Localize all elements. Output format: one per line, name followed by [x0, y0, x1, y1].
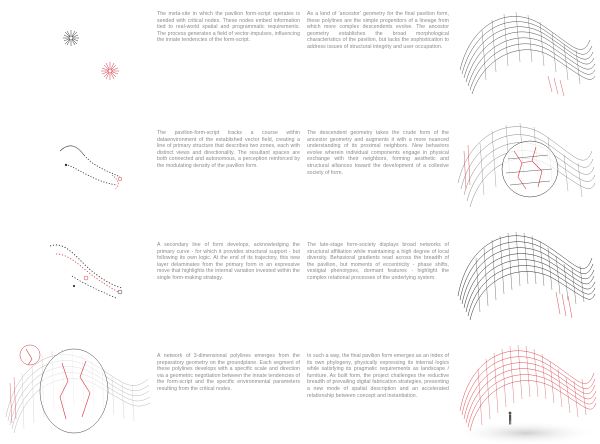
polyline-network-diagram: [2, 333, 152, 444]
panel-1-left-text: The meta-site in which the pavilion form-script operates is seeded with critical nodes. These nodes embed information tied to real-world spatial and programmatic requirements. The process generates a field of vector-impulses, influencing the innate tendencies of the form-script.: [157, 11, 300, 44]
panel-row-1: [0, 0, 600, 111]
form-society-render: [452, 222, 598, 333]
descendent-geometry-render: [452, 111, 598, 222]
panel-3-left-text: A secondary line of form develops, acknowledging the primary curve - for which it provides structural support - but following its own logic. At the end of its trajectory, this new layer delaminates from the primary form in an expressive move that highlights the internal variation invested within the single form-making strategy.: [157, 242, 300, 281]
panel-4-left-text: A network of 3-dimensional polylines emerges from the preparatory geometry on the groundplane. Each segment of these polylines develops with a specific scale and direction via a geometric negotiation between the innate tendencies of the form-script and the specific environmental parameters resulting from the critical nodes.: [157, 353, 300, 392]
panel-row-3: [0, 222, 600, 333]
panel-1-right-text: As a kind of 'ancestor' geometry for the final pavilion form, these polylines are the simple progenitors of a lineage from which more complex descendents evolve. The ancestor geometry establishes the broad morphological characteristics of the pavilion, but lacks the sophistication to address issues of structural integrity and user occupation.: [307, 11, 449, 50]
panel-2-left-text: The pavilion-form-script tracks a course within dataenvironment of the established vector field, creating a line of primary structure that describes two zones, each with distinct views and directionality. The resultant spaces are both connected and autonomous, a perception reinforced by the modulating density of the pavilion form.: [157, 130, 300, 169]
panel-2-right-text: The descendent geometry takes the crude form of the ancestor geometry and augments it with a more nuanced understanding of its proximal neighbors. New behaviors evolve wherein individual components engage in physical exchange with their neighbors, forming aesthetic and structural alliances toward the development of a collesive society of form.: [307, 130, 449, 176]
panel-3-right-text: The late-stage form-society displays broad networks of structural affiliation while maintaining a high degree of local diversity. Behavioral gradients read across the breadth of the pavilion, but moments of eccentricity - phase shifts, vestigial phenotypes, dormant features - highlight the complex relational processes of the underlying system.: [307, 242, 449, 281]
node-field-diagram: [8, 0, 148, 111]
final-pavilion-render: [452, 333, 598, 444]
primary-curve-diagram: [8, 111, 148, 222]
panel-row-4: [0, 333, 600, 444]
secondary-line-diagram: [8, 222, 148, 333]
panel-4-right-text: In such a way, the final pavilion form emerges as an index of its own phylogeny, physically expressing its internal logics while satisfying its pragmatic requirements as landscape / furniture. As built form, the project challenges the reductive breadth of prevailing digital fabrication strategies, presenting a new mode of spatial description and an accelerated relationship between concept and instantiation.: [307, 353, 449, 399]
panel-row-2: [0, 111, 600, 222]
ancestor-geometry-render: [452, 0, 598, 111]
